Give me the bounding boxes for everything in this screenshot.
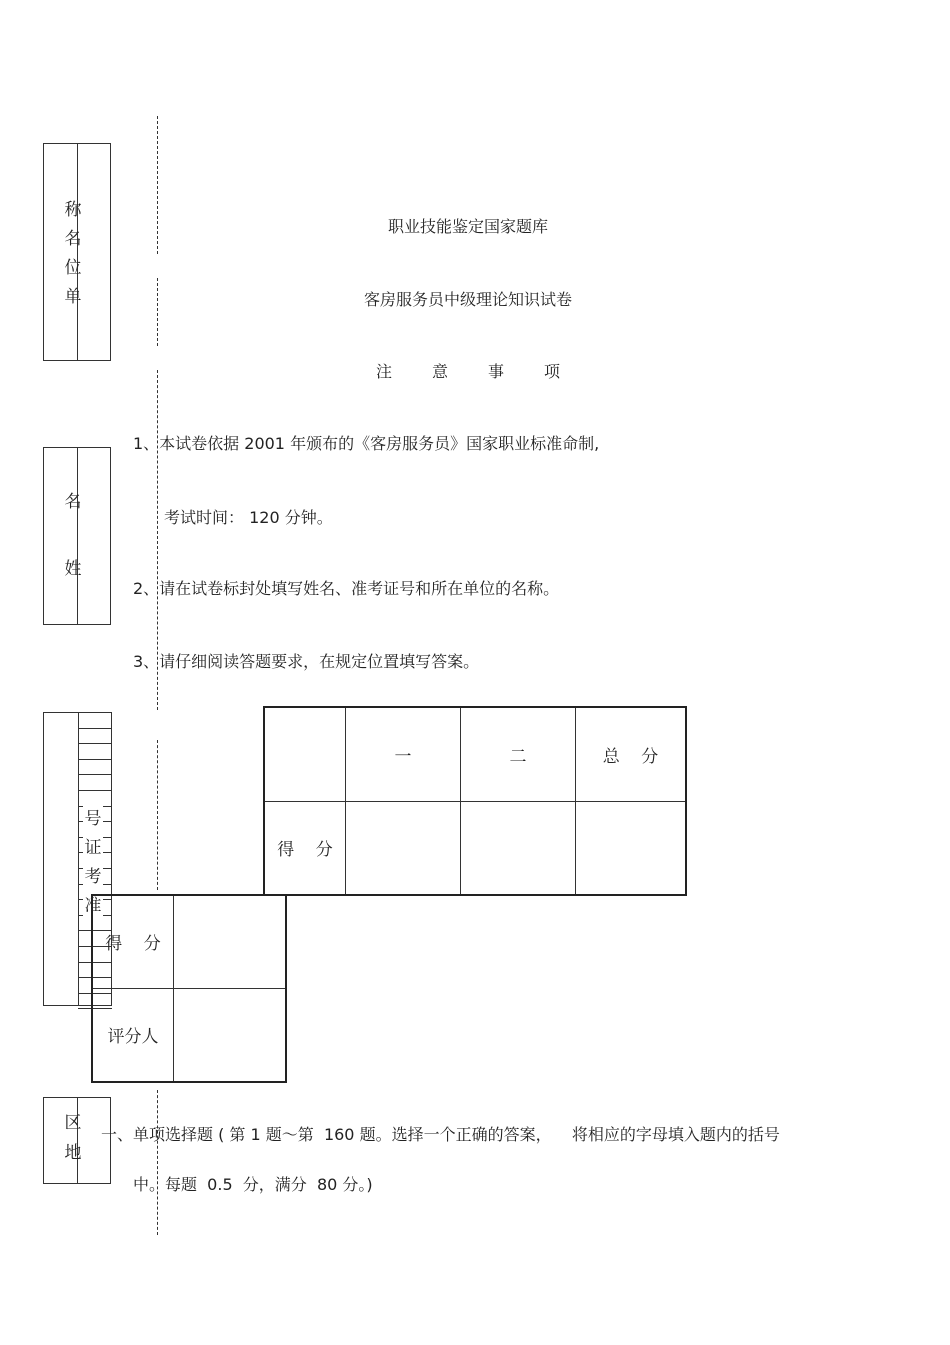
grader-name-cell[interactable] [174,988,287,1082]
exam-number-label: 号 证 考 准 [83,805,103,921]
grader-name-label: 评分人 [92,988,174,1082]
note-1: 1、本试卷依据 2001 年颁布的《客房服务员》国家职业标准命制, [133,434,600,453]
name-box [43,447,111,625]
score-header-total: 总 分 [576,707,687,801]
region-label: 区 地 [64,1113,82,1163]
score-summary-table [263,706,687,896]
score-header-part2: 二 [461,707,576,801]
exam-title: 客房服务员中级理论知识试卷 [363,290,572,309]
score-header-blank [264,707,346,801]
note-3: 3、请仔细阅读答题要求，在规定位置填写答案。 [133,652,480,671]
score-cell-part2[interactable] [461,801,576,895]
section-1-instructions: 一、单项选择题 ( 第 1 题～第 160 题。选择一个正确的答案， 将相应的字母填入题内的括号 [101,1125,780,1144]
score-cell-total[interactable] [576,801,687,895]
name-label-top: 名 [64,492,82,512]
note-1-continued: 考试时间： 120 分钟。 [164,508,333,527]
notice-heading: 注 意 事 项 [375,362,561,381]
question-bank-title: 职业技能鉴定国家题库 [387,217,548,236]
grader-score-cell[interactable] [174,895,287,988]
score-cell-part1[interactable] [346,801,461,895]
seal-dashed-line [157,1090,158,1235]
unit-name-box [43,143,111,361]
name-label-bottom: 姓 [64,559,82,579]
grader-score-label: 得 分 [92,895,174,988]
seal-dashed-line [157,740,158,890]
unit-name-label: 称 名 位 单 [64,200,82,307]
grader-table [91,894,287,1083]
score-header-part1: 一 [346,707,461,801]
note-2: 2、请在试卷标封处填写姓名、准考证号和所在单位的名称。 [133,579,560,598]
section-1-instructions-continued: 中。每题 0.5 分，满分 80 分。) [133,1175,373,1194]
score-row-label: 得 分 [264,801,346,895]
